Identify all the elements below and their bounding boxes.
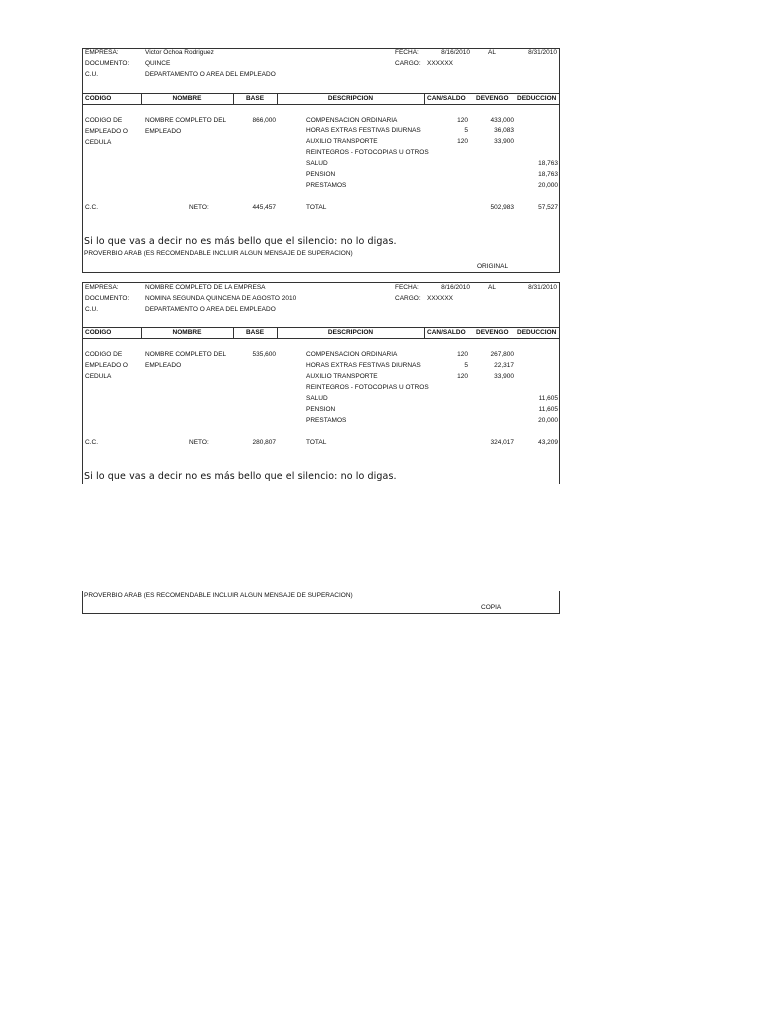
item-desc: SALUD <box>306 160 328 167</box>
divider <box>82 93 560 94</box>
cargo-label: CARGO: <box>395 60 421 67</box>
item-qty: 120 <box>457 351 468 358</box>
divider <box>82 591 83 614</box>
divider <box>82 327 560 328</box>
col-base-header: BASE <box>245 95 265 102</box>
item-qty: 120 <box>457 117 468 124</box>
item-desc: REINTEGROS - FOTOCOPIAS U OTROS <box>306 384 429 391</box>
total-label: TOTAL <box>306 439 327 446</box>
item-devengo: 33,900 <box>494 373 514 380</box>
empresa-label: EMPRESA: <box>85 284 119 291</box>
fecha-hasta: 8/31/2010 <box>528 49 557 56</box>
col-devengo-header: DEVENGO <box>476 95 509 102</box>
item-desc: COMPENSACION ORDINARIA <box>306 351 398 358</box>
fecha-label: FECHA: <box>395 284 419 291</box>
nombre-line: NOMBRE COMPLETO DEL <box>145 351 227 358</box>
item-desc: SALUD <box>306 395 328 402</box>
codigo-line: CEDULA <box>85 139 112 146</box>
item-deduccion: 18,763 <box>538 171 558 178</box>
divider <box>82 48 83 273</box>
proverb-text: Si lo que vas a decir no es más bello que el silencio: no lo digas. <box>84 236 397 247</box>
item-qty: 5 <box>464 127 468 134</box>
total-devengo: 502,983 <box>490 204 514 211</box>
cc-label: C.C. <box>85 204 98 211</box>
item-deduccion: 11,605 <box>538 406 558 413</box>
item-devengo: 433,000 <box>490 117 514 124</box>
cc-label: C.C. <box>85 439 98 446</box>
nombre-line: EMPLEADO <box>145 128 182 135</box>
item-desc: AUXILIO TRANSPORTE <box>306 373 378 380</box>
empresa-value: Victor Ochoa Rodriguez <box>145 49 214 56</box>
col-devengo-header: DEVENGO <box>476 329 509 336</box>
divider <box>82 272 560 273</box>
codigo-line: CODIGO DE <box>85 117 123 124</box>
col-deduccion-header: DEDUCCION <box>517 95 557 102</box>
col-nombre-header: NOMBRE <box>172 329 202 336</box>
divider <box>559 48 560 273</box>
item-desc: PENSION <box>306 171 336 178</box>
codigo-line: CEDULA <box>85 373 112 380</box>
cargo-value: XXXXXX <box>427 60 454 67</box>
col-cansaldo-header: CAN/SALDO <box>427 95 466 102</box>
cargo-label: CARGO: <box>395 295 421 302</box>
cu-value: DEPARTAMENTO O AREA DEL EMPLEADO <box>145 71 276 78</box>
documento-label: DOCUMENTO: <box>85 60 130 67</box>
divider <box>82 282 83 484</box>
documento-label: DOCUMENTO: <box>85 295 130 302</box>
divider <box>82 282 560 283</box>
item-deduccion: 11,605 <box>538 395 558 402</box>
documento-value: QUINCE <box>145 60 171 67</box>
documento-value: NOMINA SEGUNDA QUINCENA DE AGOSTO 2010 <box>145 295 297 302</box>
item-desc: REINTEGROS - FOTOCOPIAS U OTROS <box>306 149 429 156</box>
item-desc: PRESTAMOS <box>306 182 347 189</box>
total-label: TOTAL <box>306 204 327 211</box>
item-deduccion: 18,763 <box>538 160 558 167</box>
col-deduccion-header: DEDUCCION <box>517 329 557 336</box>
proverb-note: PROVERBIO ARAB (ES RECOMENDABLE INCLUIR ALGUN MENSAJE DE SUPERACION) <box>84 250 353 257</box>
fecha-hasta: 8/31/2010 <box>528 284 557 291</box>
col-descripcion-header: DESCRIPCION <box>327 95 374 102</box>
item-deduccion: 20,000 <box>538 182 558 189</box>
fecha-label: FECHA: <box>395 49 419 56</box>
neto-value: 445,457 <box>252 204 276 211</box>
cu-value: DEPARTAMENTO O AREA DEL EMPLEADO <box>145 306 276 313</box>
total-deduccion: 43,209 <box>538 439 558 446</box>
fecha-desde: 8/16/2010 <box>441 49 470 56</box>
divider <box>559 591 560 614</box>
item-qty: 120 <box>457 138 468 145</box>
neto-value: 280,807 <box>252 439 276 446</box>
item-desc: PENSION <box>306 406 336 413</box>
base-value: 535,600 <box>252 351 276 358</box>
item-devengo: 267,800 <box>490 351 514 358</box>
col-codigo-header: CODIGO <box>85 329 112 336</box>
cu-label: C.U. <box>85 306 98 313</box>
item-devengo: 33,900 <box>494 138 514 145</box>
item-desc: HORAS EXTRAS FESTIVAS DIURNAS <box>306 362 421 369</box>
nombre-line: NOMBRE COMPLETO DEL <box>145 117 227 124</box>
cu-label: C.U. <box>85 71 98 78</box>
item-desc: PRESTAMOS <box>306 417 347 424</box>
col-base-header: BASE <box>245 329 265 336</box>
al-label: AL <box>488 49 496 56</box>
codigo-line: CODIGO DE <box>85 351 123 358</box>
divider <box>559 282 560 484</box>
divider <box>82 613 560 614</box>
total-devengo: 324,017 <box>490 439 514 446</box>
neto-label: NETO: <box>189 204 209 211</box>
divider <box>424 93 425 105</box>
codigo-line: EMPLEADO O <box>85 362 128 369</box>
proverb-text: Si lo que vas a decir no es más bello que el silencio: no lo digas. <box>84 471 397 482</box>
total-deduccion: 57,527 <box>538 204 558 211</box>
cargo-value: XXXXXX <box>427 295 454 302</box>
base-value: 866,000 <box>252 117 276 124</box>
divider <box>82 338 560 339</box>
col-codigo-header: CODIGO <box>85 95 112 102</box>
col-nombre-header: NOMBRE <box>172 95 202 102</box>
item-desc: AUXILIO TRANSPORTE <box>306 138 378 145</box>
item-devengo: 22,317 <box>494 362 514 369</box>
item-devengo: 36,083 <box>494 127 514 134</box>
nombre-line: EMPLEADO <box>145 362 182 369</box>
col-descripcion-header: DESCRIPCION <box>327 329 374 336</box>
empresa-label: EMPRESA: <box>85 49 119 56</box>
item-qty: 120 <box>457 373 468 380</box>
empresa-value: NOMBRE COMPLETO DE LA EMPRESA <box>145 284 266 291</box>
divider <box>424 327 425 339</box>
al-label: AL <box>488 284 496 291</box>
proverb-note: PROVERBIO ARAB (ES RECOMENDABLE INCLUIR ALGUN MENSAJE DE SUPERACION) <box>84 592 353 599</box>
item-desc: COMPENSACION ORDINARIA <box>306 117 398 124</box>
slip-footer-label: ORIGINAL <box>477 263 509 270</box>
neto-label: NETO: <box>189 439 209 446</box>
item-deduccion: 20,000 <box>538 417 558 424</box>
codigo-line: EMPLEADO O <box>85 128 128 135</box>
item-qty: 5 <box>464 362 468 369</box>
col-cansaldo-header: CAN/SALDO <box>427 329 466 336</box>
slip-footer-label: COPIA <box>481 604 502 611</box>
item-desc: HORAS EXTRAS FESTIVAS DIURNAS <box>306 127 421 134</box>
divider <box>82 104 560 105</box>
fecha-desde: 8/16/2010 <box>441 284 470 291</box>
